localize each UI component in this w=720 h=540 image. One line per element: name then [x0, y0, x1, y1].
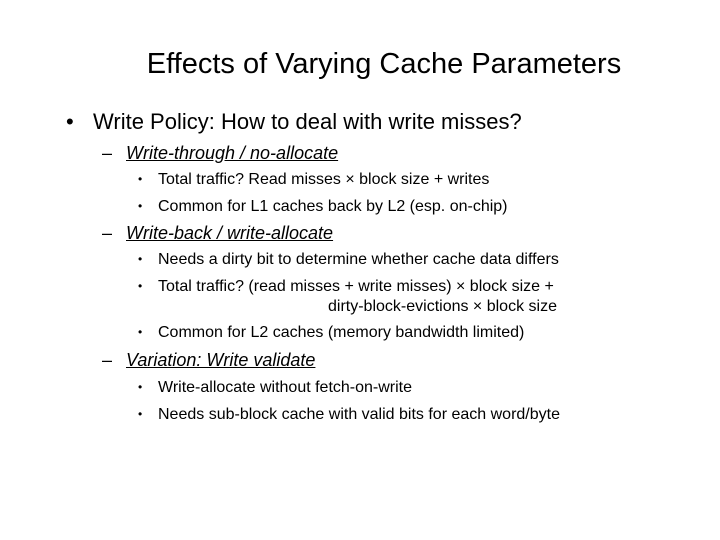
section-heading-write-through — [102, 140, 338, 166]
bullet-icon: • — [138, 325, 143, 339]
main-bullet — [66, 106, 522, 138]
sub-bullet-item — [138, 247, 559, 272]
section-heading-write-validate — [102, 347, 315, 373]
sub-bullet-item — [138, 402, 560, 427]
dash-icon: – — [102, 143, 113, 163]
sub-bullet-item — [138, 320, 524, 345]
sub-bullet-text: Write-allocate without fetch-on-write — [158, 379, 413, 396]
dash-icon: – — [102, 223, 113, 243]
section-heading-write-back — [102, 220, 333, 246]
bullet-icon: • — [138, 407, 143, 421]
sub-bullet-text: Common for L1 caches back by L2 (esp. on-chip) — [158, 198, 508, 215]
section-heading-text: Write-through / no-allocate — [126, 143, 339, 163]
section-heading-text: Variation: Write validate — [126, 350, 316, 370]
sub-bullet-text: Needs sub-block cache with valid bits for each word/byte — [158, 406, 560, 423]
sub-bullet-continuation: dirty-block-evictions × block size — [328, 298, 557, 315]
sub-bullet-item — [138, 167, 489, 192]
bullet-icon: • — [138, 199, 143, 213]
bullet-icon: • — [138, 279, 143, 293]
sub-bullet-text: Common for L2 caches (memory bandwidth limited) — [158, 324, 525, 341]
bullet-icon: • — [138, 380, 143, 394]
bullet-icon: • — [66, 109, 74, 134]
bullet-icon: • — [138, 252, 143, 266]
main-bullet-text: Write Policy: How to deal with write misses? — [93, 109, 522, 134]
bullet-icon: • — [138, 172, 143, 186]
sub-bullet-text: Total traffic? Read misses × block size + writes — [158, 171, 490, 188]
sub-bullet-item — [138, 375, 412, 400]
dash-icon: – — [102, 350, 113, 370]
sub-bullet-text: Total traffic? (read misses + write misses) × block size + — [158, 278, 554, 295]
sub-bullet-text: Needs a dirty bit to determine whether cache data differs — [158, 251, 559, 268]
sub-bullet-item — [138, 194, 508, 219]
slide-title: Effects of Varying Cache Parameters — [146, 48, 622, 80]
section-heading-text: Write-back / write-allocate — [126, 223, 334, 243]
